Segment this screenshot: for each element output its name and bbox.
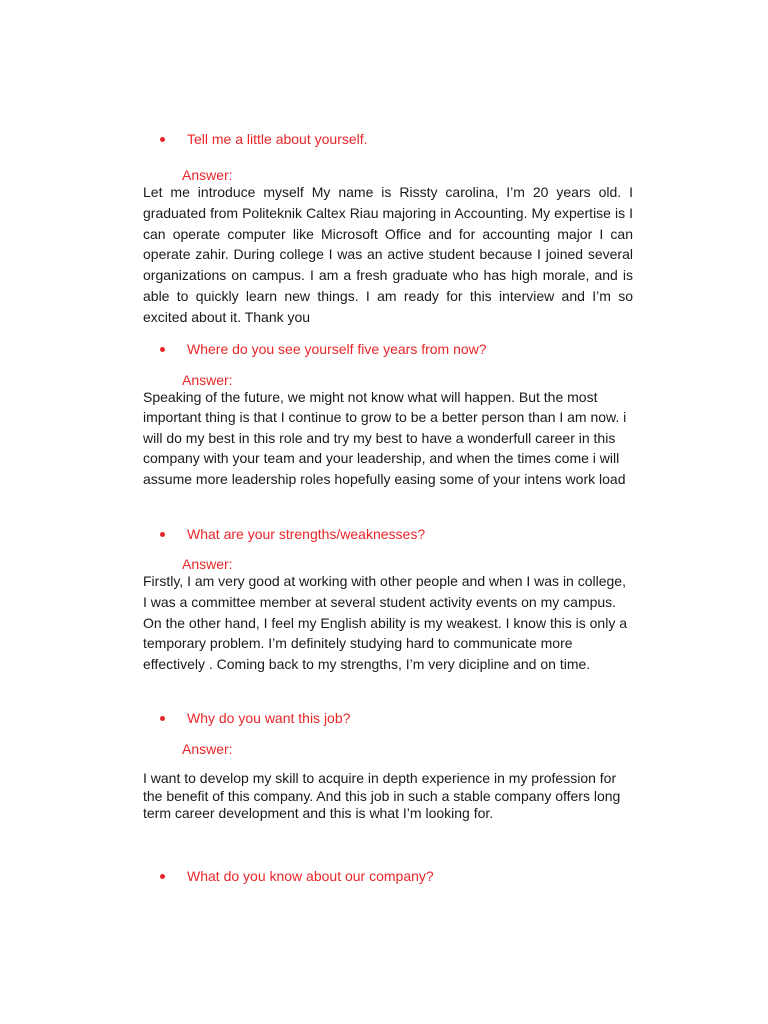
answer-label: Answer:	[182, 741, 233, 757]
answer-label: Answer:	[182, 167, 233, 183]
bullet-icon	[160, 347, 165, 352]
question-text: Tell me a little about yourself.	[187, 131, 368, 147]
answer-label: Answer:	[182, 372, 233, 388]
answer-paragraph: Speaking of the future, we might not know what will happen. But the most important thing is that I continue to grow to be a better person than I am now. i will do my best in this role and try my best to have a wonderfull career in this company with your team and your leadership, and when the times come i will assume more leadership roles hopefully easing some of your intens work load	[143, 389, 627, 487]
answer-label: Answer:	[182, 556, 233, 572]
bullet-icon	[160, 532, 165, 537]
answer-paragraph: I want to develop my skill to acquire in depth experience in my profession for the benefit of this company. And this job in such a stable company offers long term career development and this is what I’m looking for.	[143, 770, 621, 821]
bullet-icon	[160, 874, 165, 879]
question-text: Why do you want this job?	[187, 710, 351, 726]
question-text: Where do you see yourself five years from now?	[187, 341, 487, 357]
bullet-icon	[160, 137, 165, 142]
question-text: What do you know about our company?	[187, 868, 434, 884]
bullet-icon	[160, 716, 165, 721]
question-text: What are your strengths/weaknesses?	[187, 526, 426, 542]
answer-paragraph: Firstly, I am very good at working with other people and when I was in college, I was a committee member at several student activity events on my campus. On the other hand, I feel my English ability is my weakest. I know this is only a temporary problem. I’m definitely studying hard to communicate more effectively . Coming back to my strengths, I’m very dicipline and on time.	[143, 573, 627, 673]
answer-paragraph: Let me introduce myself My name is Rissty carolina, I’m 20 years old. I graduated from Politeknik Caltex Riau majoring in Accounting. My expertise is I can operate computer like Microsoft Office and for accounting major I can operate zahir. During college I was an active student because I joined several organizations on campus. I am a fresh graduate who has high morale, and is able to quickly learn new things. I am ready for this interview and I’m so excited about it. Thank you	[143, 184, 633, 325]
